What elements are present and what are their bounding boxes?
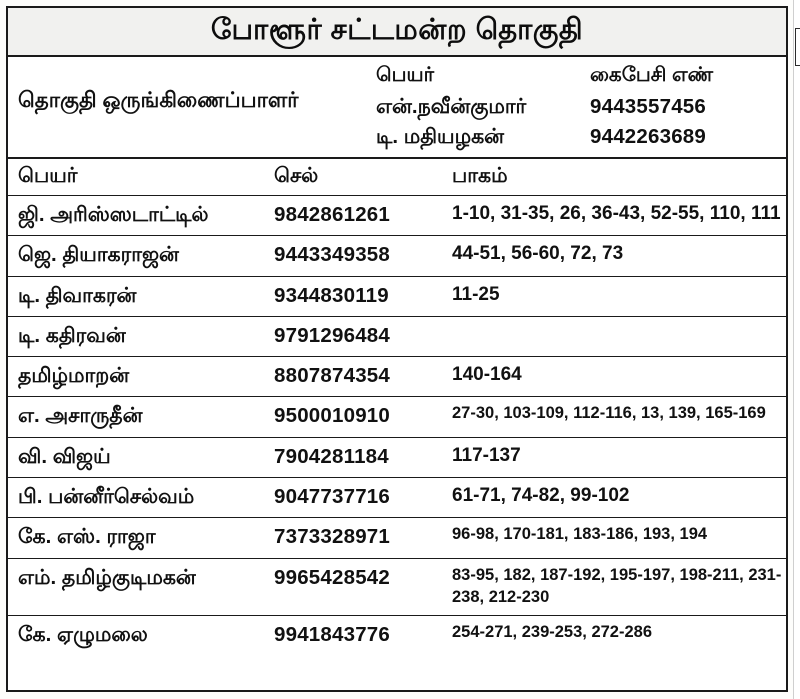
table-row xyxy=(8,616,786,656)
table-body xyxy=(8,195,786,655)
row-area: 140-164 xyxy=(442,357,786,397)
coordinator-phone-header: கைபேசி எண் xyxy=(590,64,714,87)
row-cell: 9047737716 xyxy=(264,477,442,517)
table-row xyxy=(8,236,786,276)
row-area: 44-51, 56-60, 72, 73 xyxy=(442,236,786,276)
table-row xyxy=(8,357,786,397)
volunteers-table xyxy=(8,159,786,656)
row-name: வி. விஜய் xyxy=(8,437,264,477)
column-header-name: பெயர் xyxy=(8,159,264,196)
coordinator-block xyxy=(8,57,786,158)
table-row xyxy=(8,276,786,316)
coordinator-names-column xyxy=(376,61,590,150)
row-area: 96-98, 170-181, 183-186, 193, 194 xyxy=(442,518,786,558)
row-area xyxy=(442,316,786,356)
page-title: போளூர் சட்டமன்ற தொகுதி xyxy=(210,14,584,46)
row-name: ஜெ. தியாகராஜன் xyxy=(8,236,264,276)
coordinator-phone: 9443557456 xyxy=(590,95,707,119)
row-area: 11-25 xyxy=(442,276,786,316)
row-name: கே. எஸ். ராஜா xyxy=(8,518,264,558)
row-cell: 9965428542 xyxy=(264,558,442,616)
row-name: டி. திவாகரன் xyxy=(8,276,264,316)
row-name: ஜி. அரிஸ்ஸடாட்டில் xyxy=(8,195,264,235)
row-area: 1-10, 31-35, 26, 36-43, 52-55, 110, 111 xyxy=(442,195,786,235)
page-edge-strip xyxy=(793,0,800,699)
row-name: எ. அசாருதீன் xyxy=(8,397,264,437)
coordinator-phones-column xyxy=(590,61,786,150)
row-cell: 9500010910 xyxy=(264,397,442,437)
table-row xyxy=(8,518,786,558)
table-row xyxy=(8,397,786,437)
coordinator-name: டி. மதியழகன் xyxy=(376,124,505,148)
row-cell: 7373328971 xyxy=(264,518,442,558)
table-row xyxy=(8,437,786,477)
row-cell: 7904281184 xyxy=(264,437,442,477)
page-edge-marker xyxy=(795,28,800,66)
row-area: 83-95, 182, 187-192, 195-197, 198-211, 231-238, 212-230 xyxy=(442,558,786,616)
row-name: டி. கதிரவன் xyxy=(8,316,264,356)
title-bar xyxy=(8,8,786,57)
row-cell: 9842861261 xyxy=(264,195,442,235)
coordinator-name: என்.நவீன்குமார் xyxy=(376,95,527,119)
coordinator-label-cell xyxy=(8,61,376,139)
column-header-area: பாகம் xyxy=(442,159,786,196)
table-row xyxy=(8,558,786,616)
coordinator-name-header: பெயர் xyxy=(376,64,435,87)
row-area: 117-137 xyxy=(442,437,786,477)
table-row xyxy=(8,316,786,356)
coordinator-phone: 9442263689 xyxy=(590,124,707,148)
row-area: 61-71, 74-82, 99-102 xyxy=(442,477,786,517)
row-cell: 8807874354 xyxy=(264,357,442,397)
row-cell: 9791296484 xyxy=(264,316,442,356)
table-row xyxy=(8,477,786,517)
row-name: கே. ஏழுமலை xyxy=(18,623,148,647)
row-cell: 9443349358 xyxy=(264,236,442,276)
column-header-cell: செல் xyxy=(264,159,442,196)
table-frame xyxy=(6,6,788,692)
row-area: 254-271, 239-253, 272-286 xyxy=(452,623,652,642)
table-row xyxy=(8,195,786,235)
table-header-row xyxy=(8,159,786,196)
coordinator-label: தொகுதி ஒருங்கிணைப்பாளர் xyxy=(18,87,299,112)
row-name: தமிழ்மாறன் xyxy=(8,357,264,397)
row-area: 27-30, 103-109, 112-116, 13, 139, 165-169 xyxy=(442,397,786,437)
row-name: பி. பன்னீர்செல்வம் xyxy=(8,477,264,517)
row-cell: 9941843776 xyxy=(274,623,391,647)
row-name: எம். தமிழ்குடிமகன் xyxy=(8,558,264,616)
row-cell: 9344830119 xyxy=(264,276,442,316)
